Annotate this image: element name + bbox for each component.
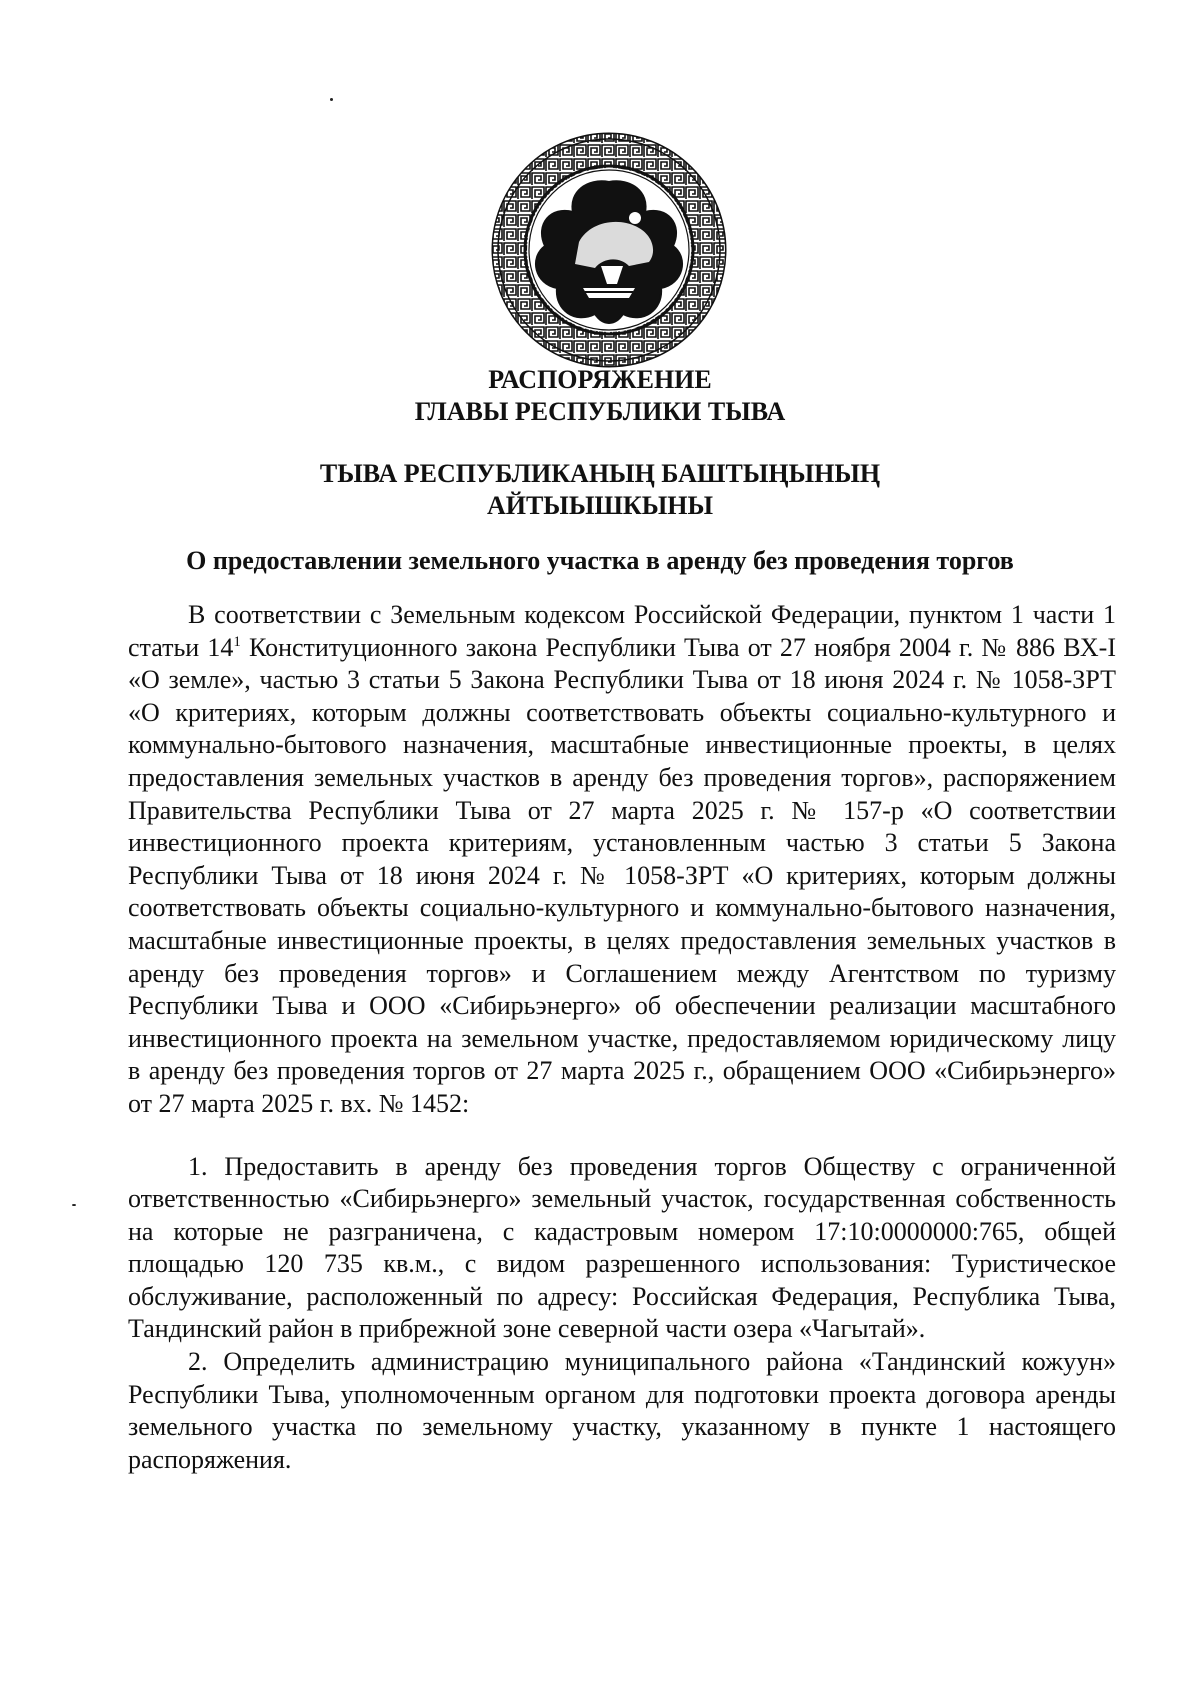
- scan-speck: [72, 1204, 76, 1206]
- order-heading-line2: ГЛАВЫ РЕСПУБЛИКИ ТЫВА: [414, 397, 786, 426]
- tuvan-heading-line1: ТЫВА РЕСПУБЛИКАНЫҢ БАШТЫҢЫНЫҢ: [319, 459, 881, 488]
- item-paragraph-1: 1. Предоставить в аренду без проведения торгов Обществу с ограниченной ответственностью «Сибирьэнерго» земельный участок, государственная собственность на которые не разграничена, с кадастровым номером 17:10:0000000:765, общей площадью 120 735 кв.м., с видом разрешенного использования: Туристическое обслуживание, расположенный по адресу: Российская Федерация, Республика Тыва, Тандинский район в прибрежной зоне северной части озера «Чагытай».: [128, 1151, 1116, 1344]
- document-body: [128, 599, 1116, 1476]
- coat-of-arms-emblem: [489, 130, 729, 370]
- document-title: О предоставлении земельного участка в аренду без проведения торгов: [186, 546, 1014, 575]
- preamble-text-part1: В соответствии с Земельным кодексом Российской Федерации, пунктом 1 части 1 статьи 14: [128, 600, 1116, 662]
- tuvan-heading-line2: АЙТЫЫШКЫНЫ: [486, 491, 714, 520]
- order-heading: [0, 364, 1200, 428]
- scan-speck: [330, 98, 333, 101]
- order-heading-line1: РАСПОРЯЖЕНИЕ: [488, 365, 712, 394]
- article-superscript: 1: [233, 633, 241, 650]
- preamble-paragraph: [128, 599, 1116, 1121]
- item-paragraph-2: 2. Определить администрацию муниципального района «Тандинский кожуун» Республики Тыва, уполномоченным органом для подготовки проекта договора аренды земельного участка по земельному участку, указанному в пункте 1 настоящего распоряжения.: [128, 1347, 1116, 1474]
- preamble-text-part2: Конституционного закона Республики Тыва от 27 ноября 2004 г. № 886 ВХ-I «О земле», частью 3 статьи 5 Закона Республики Тыва от 18 июня 2024 г. № 1058-ЗРТ «О критериях, которым должны соответствовать объекты социально-культурного и коммунально-бытового назначения, масштабные инвестиционные проекты, в целях предоставления земельных участков в аренду без проведения торгов», распоряжением Правительства Республики Тыва от 27 марта 2025 г. № 157-р «О соответствии инвестиционного проекта критериям, установленным частью 3 статьи 5 Закона Республики Тыва от 18 июня 2024 г. № 1058-ЗРТ «О критериях, которым должны соответствовать объекты социально-культурного и коммунально-бытового назначения, масштабные инвестиционные проекты, в целях предоставления земельных участков в аренду без проведения торгов» и Соглашением между Агентством по туризму Республики Тыва и ООО «Сибирьэнерго» об обеспечении реализации масштабного инвестиционного проекта на земельном участке, предоставляемом юридическому лицу в аренду без проведения торгов от 27 марта 2025 г., обращением ООО «Сибирьэнерго» от 27 марта 2025 г. вх. № 1452:: [128, 632, 1116, 1118]
- tuvan-heading: [0, 458, 1200, 522]
